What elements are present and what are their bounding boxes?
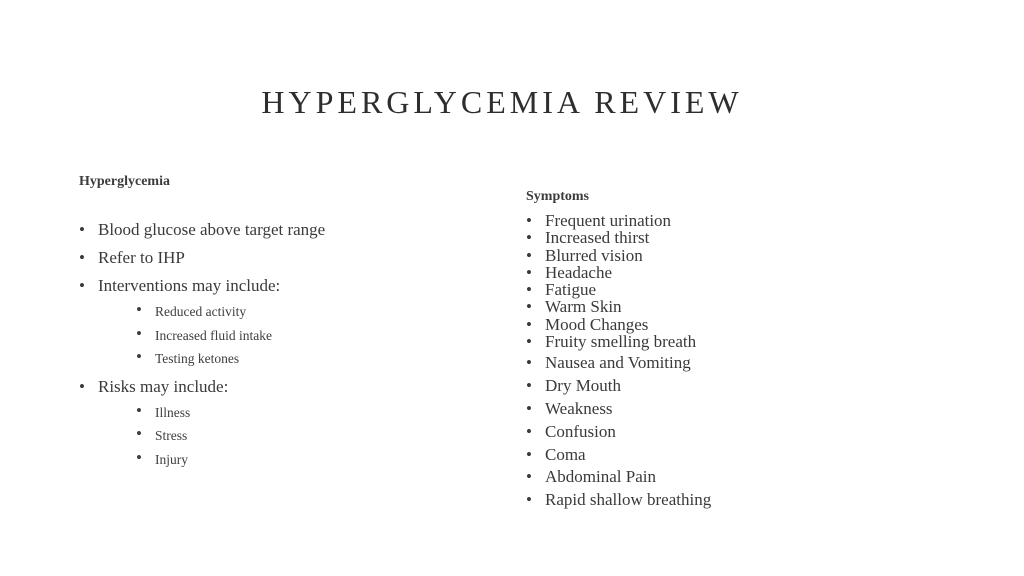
symptom-item: • Weakness: [526, 398, 926, 421]
left-column-heading: Hyperglycemia: [79, 174, 170, 189]
symptom-item: • Coma: [526, 444, 926, 467]
sub-list-item: • Illness: [98, 401, 459, 425]
list-item: [79, 375, 459, 472]
symptoms-heading: Symptoms: [526, 189, 590, 204]
risks-sublist: [98, 401, 459, 472]
list-item-text: Refer to IHP: [98, 248, 185, 267]
list-item-text: Risks may include:: [98, 376, 229, 396]
symptom-item: • Fruity smelling breath: [526, 333, 926, 350]
slide-title: HYPERGLYCEMIA REVIEW: [261, 84, 743, 120]
symptom-item: • Rapid shallow breathing: [526, 489, 926, 512]
hyperglycemia-list: [79, 218, 459, 471]
symptom-item: • Headache: [526, 264, 926, 281]
sub-list-item: • Testing ketones: [98, 347, 459, 371]
sub-list-item: • Injury: [98, 448, 459, 472]
symptom-item: • Warm Skin: [526, 298, 926, 315]
symptom-item: • Fatigue: [526, 281, 926, 298]
sub-list-item: • Stress: [98, 424, 459, 448]
symptom-item: • Confusion: [526, 421, 926, 444]
sub-list-item: • Reduced activity: [98, 300, 459, 324]
symptom-item: • Nausea and Vomiting: [526, 352, 926, 375]
list-item: [79, 274, 459, 371]
interventions-sublist: [98, 300, 459, 371]
symptom-item: • Increased thirst: [526, 229, 926, 246]
symptoms-list: [526, 212, 926, 512]
symptom-item: • Mood Changes: [526, 316, 926, 333]
list-item: [79, 246, 459, 270]
symptom-item: • Dry Mouth: [526, 375, 926, 398]
symptom-item: • Blurred vision: [526, 247, 926, 264]
list-item-text: Interventions may include:: [98, 276, 281, 295]
symptom-item: • Frequent urination: [526, 212, 926, 229]
list-item: [79, 218, 459, 242]
symptom-item: • Abdominal Pain: [526, 466, 926, 489]
sub-list-item: • Increased fluid intake: [98, 324, 459, 348]
list-item-text: Blood glucose above target range: [98, 220, 326, 239]
